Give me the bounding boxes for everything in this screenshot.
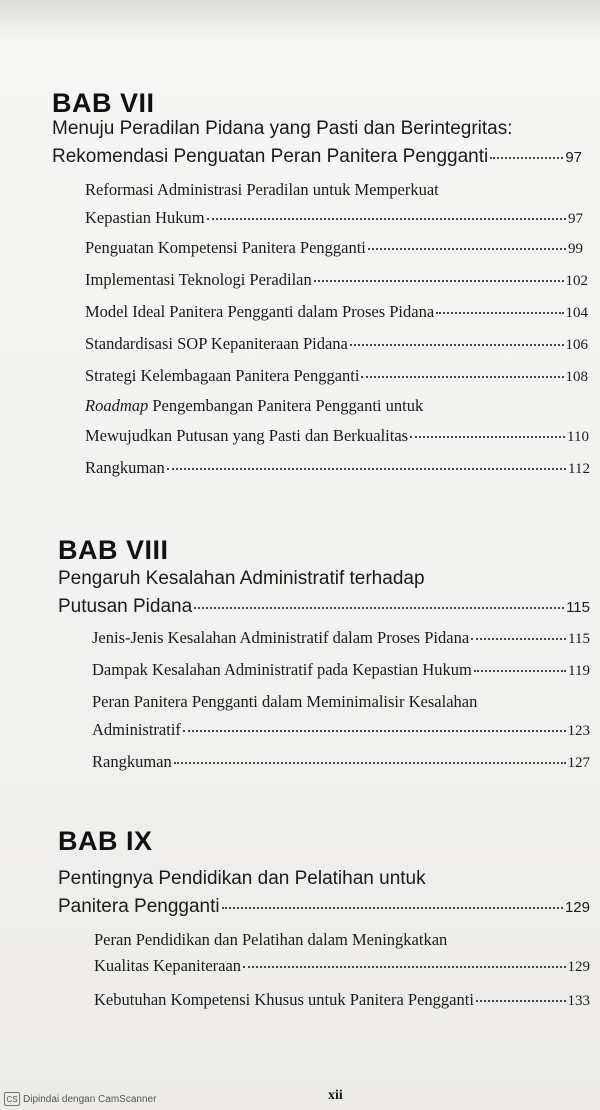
scanner-watermark xyxy=(4,1092,156,1106)
toc-entry xyxy=(94,990,590,1010)
toc-entry-title: Standardisasi SOP Kepaniteraan Pidana xyxy=(85,334,348,353)
toc-entry-title: Kualitas Kepaniteraan xyxy=(94,956,242,975)
toc-entry-line1: Reformasi Administrasi Peradilan untuk Memperkuat xyxy=(85,180,439,199)
chapter-title-line2: Rekomendasi Penguatan Peran Panitera Pengganti xyxy=(52,146,489,167)
toc-entry-title: Strategi Kelembagaan Panitera Pengganti xyxy=(85,366,360,385)
chapter-title-line2: Putusan Pidana xyxy=(58,596,193,617)
italic-term: Roadmap xyxy=(85,396,149,415)
toc-entry-line1 xyxy=(85,396,423,416)
toc-entry xyxy=(85,270,588,290)
page-number: 99 xyxy=(568,241,583,257)
page-number: 129 xyxy=(567,959,590,975)
leader-dots xyxy=(207,218,566,220)
page-number: 112 xyxy=(568,461,590,477)
page-number: 127 xyxy=(567,755,590,771)
chapter-title-row xyxy=(58,896,590,918)
page-number: 115 xyxy=(568,631,590,647)
page-number: 115 xyxy=(566,599,590,616)
toc-entry-title: Model Ideal Panitera Pengganti dalam Proses Pidana xyxy=(85,302,435,321)
leader-dots xyxy=(474,670,566,672)
toc-entry-text: Pengembangan Panitera Pengganti untuk xyxy=(148,396,424,415)
leader-dots xyxy=(314,280,564,282)
chapter-heading-bab-ix: BAB IX xyxy=(58,826,153,856)
page-number: 104 xyxy=(565,305,588,321)
page-number: 102 xyxy=(565,273,588,289)
chapter-heading-bab-viii: BAB VIII xyxy=(58,535,169,565)
scanner-label: Dipindai dengan CamScanner xyxy=(23,1093,157,1105)
toc-entry xyxy=(94,956,590,976)
toc-entry-title: Administratif xyxy=(92,720,181,739)
toc-entry xyxy=(85,426,589,446)
page-number: 123 xyxy=(567,723,590,739)
page-number: 108 xyxy=(565,369,588,385)
page-number: 97 xyxy=(565,149,582,166)
chapter-title-row xyxy=(58,596,590,618)
leader-dots xyxy=(167,468,566,470)
toc-entry xyxy=(85,366,588,386)
chapter-title-line1: Pentingnya Pendidikan dan Pelatihan untuk xyxy=(58,868,426,889)
toc-entry-title: Penguatan Kompetensi Panitera Pengganti xyxy=(85,238,366,257)
toc-entry xyxy=(92,720,590,740)
toc-entry-line1: Peran Pendidikan dan Pelatihan dalam Meningkatkan xyxy=(94,930,448,949)
toc-entry xyxy=(85,208,583,228)
page-number: 133 xyxy=(567,993,590,1009)
leader-dots xyxy=(476,1000,566,1002)
leader-dots xyxy=(243,966,565,968)
toc-entry-title: Rangkuman xyxy=(92,752,172,771)
leader-dots xyxy=(436,312,563,314)
leader-dots xyxy=(183,730,566,732)
toc-entry-title: Implementasi Teknologi Peradilan xyxy=(85,270,312,289)
leader-dots xyxy=(361,376,563,378)
leader-dots xyxy=(410,436,565,438)
toc-entry-title: Dampak Kesalahan Administratif pada Kepastian Hukum xyxy=(92,660,472,679)
leader-dots xyxy=(490,157,563,159)
toc-entry-title: Jenis-Jenis Kesalahan Administratif dalam Proses Pidana xyxy=(92,628,470,647)
roman-page-number: xii xyxy=(328,1088,343,1103)
page-number: 119 xyxy=(568,663,590,679)
toc-entry-title: Kepastian Hukum xyxy=(85,208,205,227)
chapter-heading-bab-vii: BAB VII xyxy=(52,88,155,118)
leader-dots xyxy=(368,248,566,250)
chapter-title-line1: Pengaruh Kesalahan Administratif terhadap xyxy=(58,568,425,589)
chapter-title-line2: Panitera Pengganti xyxy=(58,896,220,917)
toc-entry xyxy=(92,660,590,680)
toc-entry-title: Mewujudkan Putusan yang Pasti dan Berkualitas xyxy=(85,426,409,445)
toc-entry xyxy=(85,302,588,322)
toc-entry xyxy=(85,238,583,258)
leader-dots xyxy=(194,607,564,609)
toc-entry xyxy=(85,458,590,478)
leader-dots xyxy=(471,638,566,640)
toc-entry xyxy=(85,334,588,354)
leader-dots xyxy=(350,344,564,346)
page-top-shadow xyxy=(0,0,600,40)
toc-entry xyxy=(92,628,590,648)
leader-dots xyxy=(222,907,563,909)
camscanner-icon: CS xyxy=(4,1092,20,1106)
chapter-title-row xyxy=(52,146,582,168)
page-number: 110 xyxy=(567,429,589,445)
toc-entry xyxy=(92,752,590,772)
toc-entry-title: Rangkuman xyxy=(85,458,165,477)
leader-dots xyxy=(174,762,566,764)
page-number: 129 xyxy=(564,899,590,916)
page-number: 97 xyxy=(568,211,583,227)
toc-entry-title: Kebutuhan Kompetensi Khusus untuk Panitera Pengganti xyxy=(94,990,474,1009)
chapter-title-line1: Menuju Peradilan Pidana yang Pasti dan Berintegritas: xyxy=(52,118,513,139)
page-number: 106 xyxy=(565,337,588,353)
toc-entry-line1: Peran Panitera Pengganti dalam Meminimalisir Kesalahan xyxy=(92,692,478,711)
